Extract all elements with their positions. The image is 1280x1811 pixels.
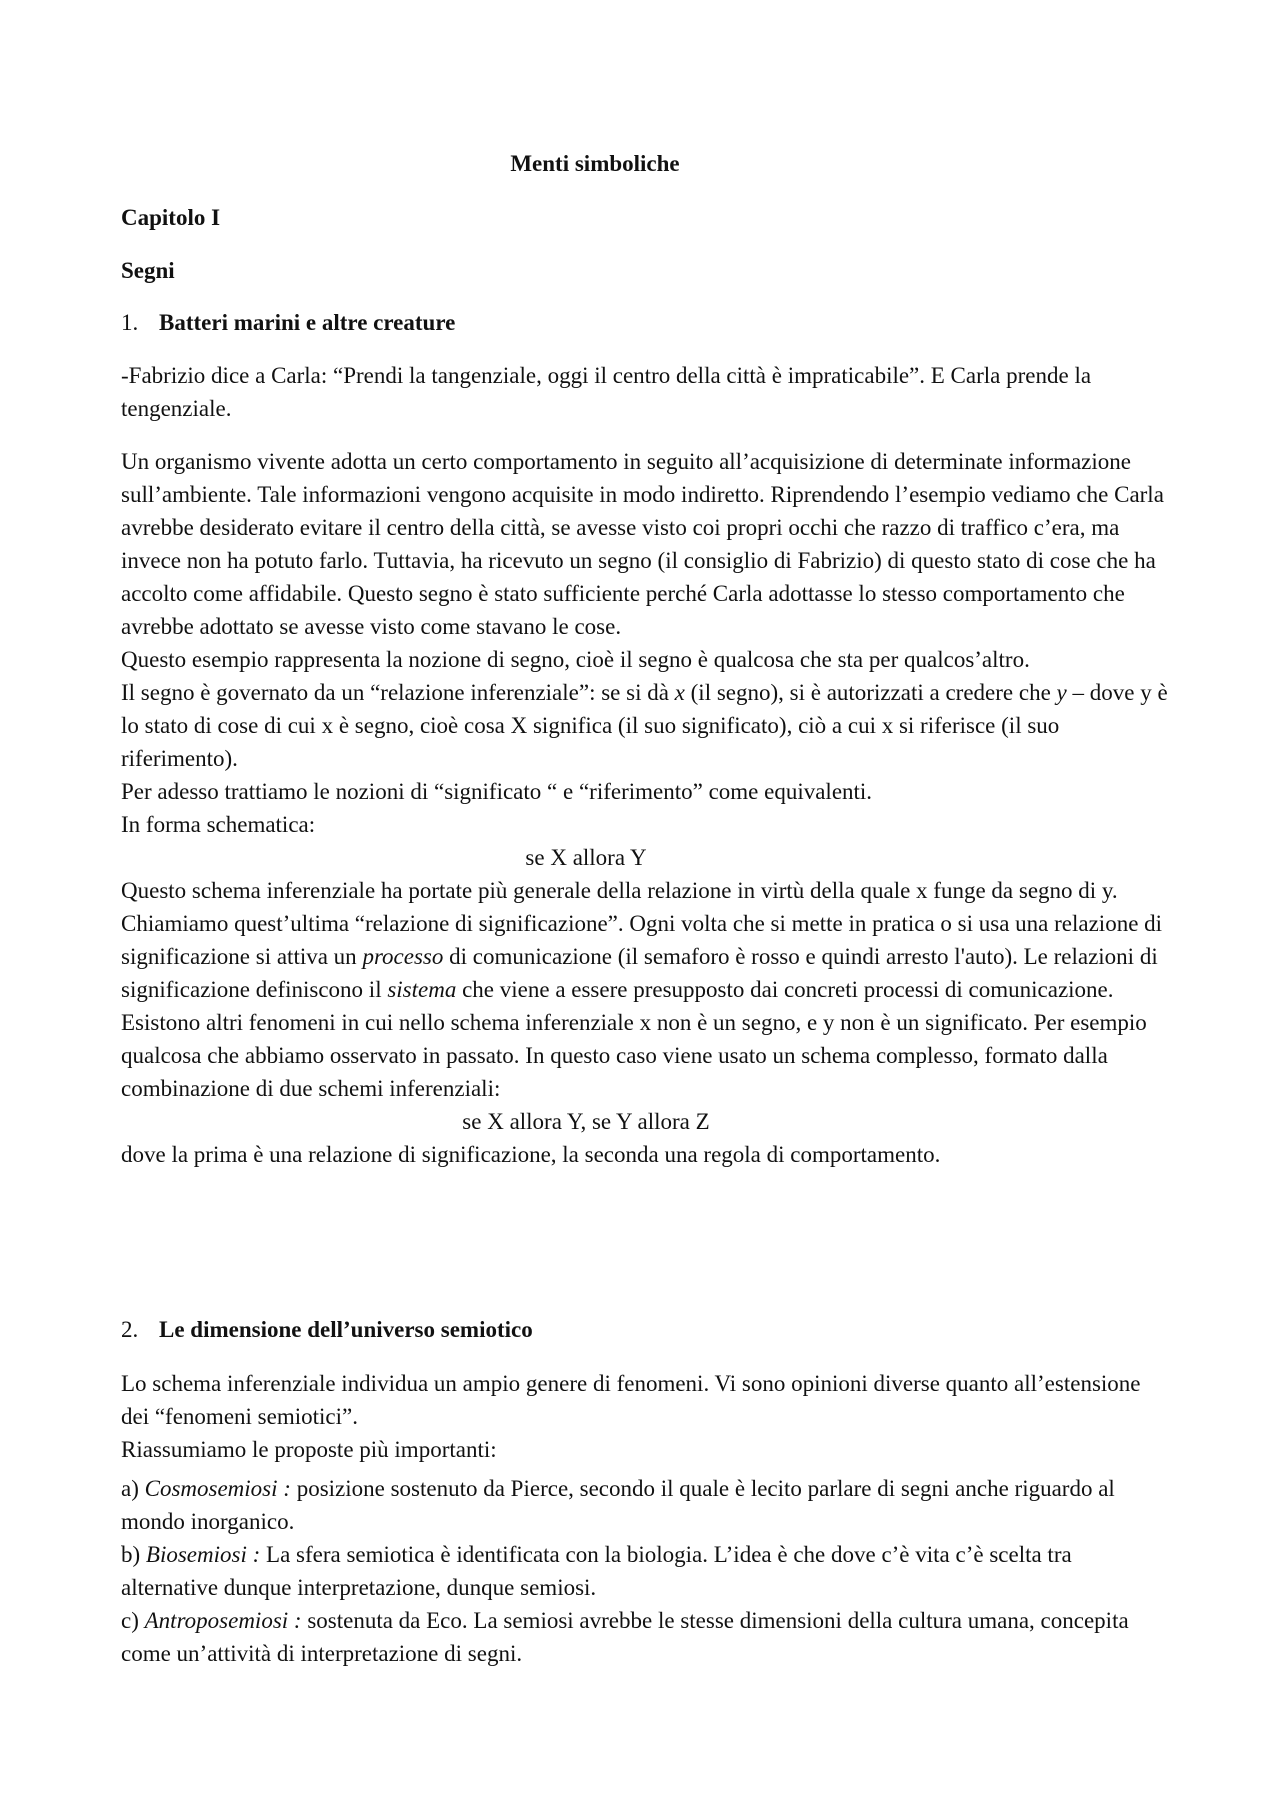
formula-1: se X allora Y: [525, 845, 647, 870]
list-item-antroposemiosi: c) Antroposemiosi : sostenuta da Eco. La semiosi avrebbe le stesse dimensioni della cultura umana, concepita come un’attività di interpretazione di segni.: [121, 1608, 1129, 1666]
paragraph-schema-inferenziale: Questo schema inferenziale ha portate più generale della relazione in virtù della quale x funge da segno di y. Chiamiamo quest’ultima “relazione di significazione”. Ogni volta che si mette in pratica o si usa una relazione di significazione si attiva un processo di comunicazione (il semaforo è rosso e quindi arresto l'auto). Le relazioni di significazione definiscono il sistema che viene a essere presupposto dai concreti processi di comunicazione.: [121, 878, 1163, 1002]
variable-x: x: [674, 680, 685, 705]
term-biosemiosi: Biosemiosi :: [145, 1542, 261, 1567]
term-cosmosemiosi: Cosmosemiosi :: [144, 1476, 291, 1501]
section-1-body: [121, 445, 1171, 1171]
section-1-title: Batteri marini e altre creature: [159, 310, 456, 335]
list-item-biosemiosi: b) Biosemiosi : La sfera semiotica è identificata con la biologia. L’idea è che dove c’è vita c’è scelta tra alternative dunque interpretazione, dunque semiosi.: [121, 1542, 1072, 1600]
section-2-heading: [121, 1313, 1171, 1346]
paragraph-forma-schematica: In forma schematica:: [121, 812, 316, 837]
term-processo: processo: [362, 944, 444, 969]
section-2-title: Le dimensione dell’universo semiotico: [159, 1317, 533, 1342]
chapter-heading: Capitolo I: [121, 205, 221, 230]
paragraph-nozione-segno: Questo esempio rappresenta la nozione di segno, cioè il segno è qualcosa che sta per qualcos’altro.: [121, 647, 1030, 672]
section-1-number: 1.: [121, 310, 139, 335]
paragraph-relazione-inferenziale: Il segno è governato da un “relazione inferenziale”: se si dà x (il segno), si è autorizzati a credere che y – dove y è lo stato di cose di cui x è segno, cioè cosa X significa (il suo significato), ciò a cui x si riferisce (il suo riferimento).: [121, 680, 1168, 771]
section-2-number: 2.: [121, 1317, 139, 1342]
list-item-cosmosemiosi: a) Cosmosemiosi : posizione sostenuto da Pierce, secondo il quale è lecito parlare di segni anche riguardo al mondo inorganico.: [121, 1476, 1115, 1534]
formula-2: se X allora Y, se Y allora Z: [462, 1109, 710, 1134]
variable-y: y: [1056, 680, 1067, 705]
paragraph-equivalenti: Per adesso trattiamo le nozioni di “significato “ e “riferimento” come equivalenti.: [121, 779, 873, 804]
document-title: Menti simboliche: [510, 151, 680, 176]
intro-paragraph: -Fabrizio dice a Carla: “Prendi la tangenziale, oggi il centro della città è impraticabile”. E Carla prende la tengenziale.: [121, 363, 1092, 421]
subchapter-heading: Segni: [121, 258, 175, 283]
section-1-intro: [121, 359, 1171, 425]
paragraph-riassumiamo: Riassumiamo le proposte più importanti:: [121, 1437, 497, 1462]
paragraph-altri-fenomeni: Esistono altri fenomeni in cui nello schema inferenziale x non è un segno, e y non è un significato. Per esempio qualcosa che abbiamo osservato in passato. In questo caso viene usato un schema complesso, formato dalla combinazione di due schemi inferenziali:: [121, 1010, 1147, 1101]
term-sistema: sistema: [387, 977, 457, 1002]
paragraph-schema-individua: Lo schema inferenziale individua un ampio genere di fenomeni. Vi sono opinioni diverse quanto all’estensione dei “fenomeni semiotici”.: [121, 1371, 1141, 1429]
section-2-body: [121, 1367, 1171, 1670]
paragraph-organismo: Un organismo vivente adotta un certo comportamento in seguito all’acquisizione di determinate informazione sull’ambiente. Tale informazioni vengono acquisite in modo indiretto. Riprendendo l’esempio vediamo che Carla avrebbe desiderato evitare il centro della città, se avesse visto coi propri occhi che razzo di traffico c’era, ma invece non ha potuto farlo. Tuttavia, ha ricevuto un segno (il consiglio di Fabrizio) di questo stato di cose che ha accolto come affidabile. Questo segno è stato sufficiente perché Carla adottasse lo stesso comportamento che avrebbe adottato se avesse visto come stavano le cose.: [121, 449, 1164, 639]
term-antroposemiosi: Antroposemiosi :: [144, 1608, 302, 1633]
section-1-heading: [121, 306, 1171, 339]
paragraph-dove-la-prima: dove la prima è una relazione di significazione, la seconda una regola di comportamento.: [121, 1142, 941, 1167]
